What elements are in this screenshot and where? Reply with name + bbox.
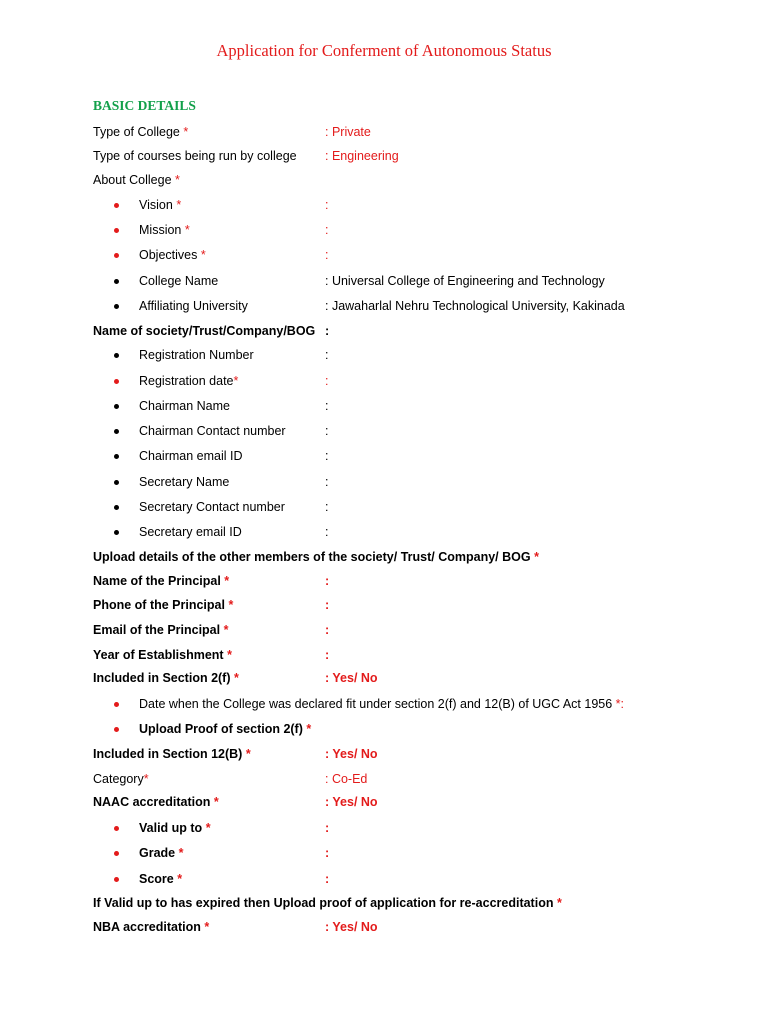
field-reaccreditation-proof [0,893,768,913]
field-label: Secretary Contact number [139,500,285,514]
field-affiliating-university [0,296,768,316]
field-label: NAAC accreditation * [93,795,219,809]
bullet-icon [114,702,119,707]
field-value: : [325,374,329,388]
field-label: Secretary Name [139,475,230,489]
field-registration-date [0,371,768,391]
field-label: Affiliating University [139,299,248,313]
bullet-icon [114,480,119,485]
field-value: : [325,324,330,338]
field-objectives [0,245,768,265]
bullet-icon [114,253,119,258]
field-value: : Yes/ No [325,747,378,761]
field-value: : [325,598,330,612]
field-score [0,869,768,889]
field-value: : Yes/ No [325,671,378,685]
bullet-icon [114,826,119,831]
field-secretary-email [0,522,768,542]
field-label: Score * [139,872,183,886]
field-section-12b [0,744,768,764]
field-valid-up-to [0,818,768,838]
field-label: Objectives * [139,248,206,262]
field-type-of-courses [0,146,768,166]
bullet-icon [114,727,119,732]
field-principal-phone [0,595,768,615]
field-label: Date when the College was declared fit under section 2(f) and 12(B) of UGC Act 1956 *: [139,697,625,711]
field-naac-accreditation [0,792,768,812]
field-value: : Co-Ed [325,772,368,786]
field-value: : [325,198,329,212]
field-value: : [325,648,330,662]
field-value: : [325,525,329,539]
field-label: Registration date* [139,374,239,388]
field-college-name [0,271,768,291]
field-label: Phone of the Principal * [93,598,234,612]
field-value: : [325,500,329,514]
bullet-icon [114,454,119,459]
bullet-icon [114,404,119,409]
bullet-icon [114,851,119,856]
field-year-of-establishment [0,645,768,665]
field-label: Upload Proof of section 2(f) * [139,722,312,736]
field-label: Chairman Contact number [139,424,286,438]
field-value: : [325,424,329,438]
bullet-icon [114,530,119,535]
field-label: Chairman email ID [139,449,243,463]
field-label: Included in Section 12(B) * [93,747,251,761]
field-section-2f [0,668,768,688]
field-label: Type of College * [93,125,189,139]
bullet-icon [114,505,119,510]
field-mission [0,220,768,240]
field-value: : [325,821,330,835]
field-label: Category* [93,772,149,786]
field-chairman-email [0,446,768,466]
field-label: Upload details of the other members of the society/ Trust/ Company/ BOG * [93,550,539,564]
field-value: : Yes/ No [325,920,378,934]
field-label: Included in Section 2(f) * [93,671,239,685]
field-value: : [325,348,329,362]
field-value: : [325,475,329,489]
bullet-icon [114,203,119,208]
field-label: Vision * [139,198,182,212]
field-label: About College * [93,173,180,187]
field-secretary-contact [0,497,768,517]
field-chairman-name [0,396,768,416]
bullet-icon [114,429,119,434]
field-label: Mission * [139,223,190,237]
field-upload-members [0,547,768,567]
field-value: : [325,872,330,886]
page-title: Application for Conferment of Autonomous Status [216,41,552,60]
field-date-declared-fit [0,694,768,714]
section-heading-basic-details: BASIC DETAILS [93,98,196,113]
field-label: Name of society/Trust/Company/BOG [93,324,316,338]
field-value: : Yes/ No [325,795,378,809]
bullet-icon [114,877,119,882]
field-category [0,769,768,789]
field-label: If Valid up to has expired then Upload proof of application for re-accreditation * [93,896,562,910]
bullet-icon [114,304,119,309]
bullet-icon [114,279,119,284]
field-upload-proof-2f [0,719,768,739]
field-value: : [325,399,329,413]
field-value: : Universal College of Engineering and Technology [325,274,605,288]
field-label: Registration Number [139,348,254,362]
field-label: Chairman Name [139,399,231,413]
field-label: Email of the Principal * [93,623,229,637]
field-label: Valid up to * [139,821,211,835]
field-label: Type of courses being run by college [93,149,297,163]
field-type-of-college [0,122,768,142]
field-value: : [325,574,330,588]
field-value: : Private [325,125,371,139]
field-secretary-name [0,472,768,492]
field-value: : [325,223,329,237]
bullet-icon [114,353,119,358]
field-grade [0,843,768,863]
bullet-icon [114,228,119,233]
field-label: NBA accreditation * [93,920,210,934]
field-label: Name of the Principal * [93,574,230,588]
field-value: : Jawaharlal Nehru Technological University, Kakinada [325,299,625,313]
field-value: : [325,248,329,262]
field-about-college [0,170,768,190]
field-value: : [325,846,330,860]
field-society-name [0,321,768,341]
field-registration-number [0,345,768,365]
field-principal-name [0,571,768,591]
field-chairman-contact [0,421,768,441]
field-value: : [325,623,330,637]
field-value: : [325,449,329,463]
field-principal-email [0,620,768,640]
field-label: Secretary email ID [139,525,242,539]
field-nba-accreditation [0,917,768,937]
field-label: Grade * [139,846,184,860]
bullet-icon [114,379,119,384]
field-label: College Name [139,274,219,288]
field-vision [0,195,768,215]
field-label: Year of Establishment * [93,648,232,662]
field-value: : Engineering [325,149,399,163]
